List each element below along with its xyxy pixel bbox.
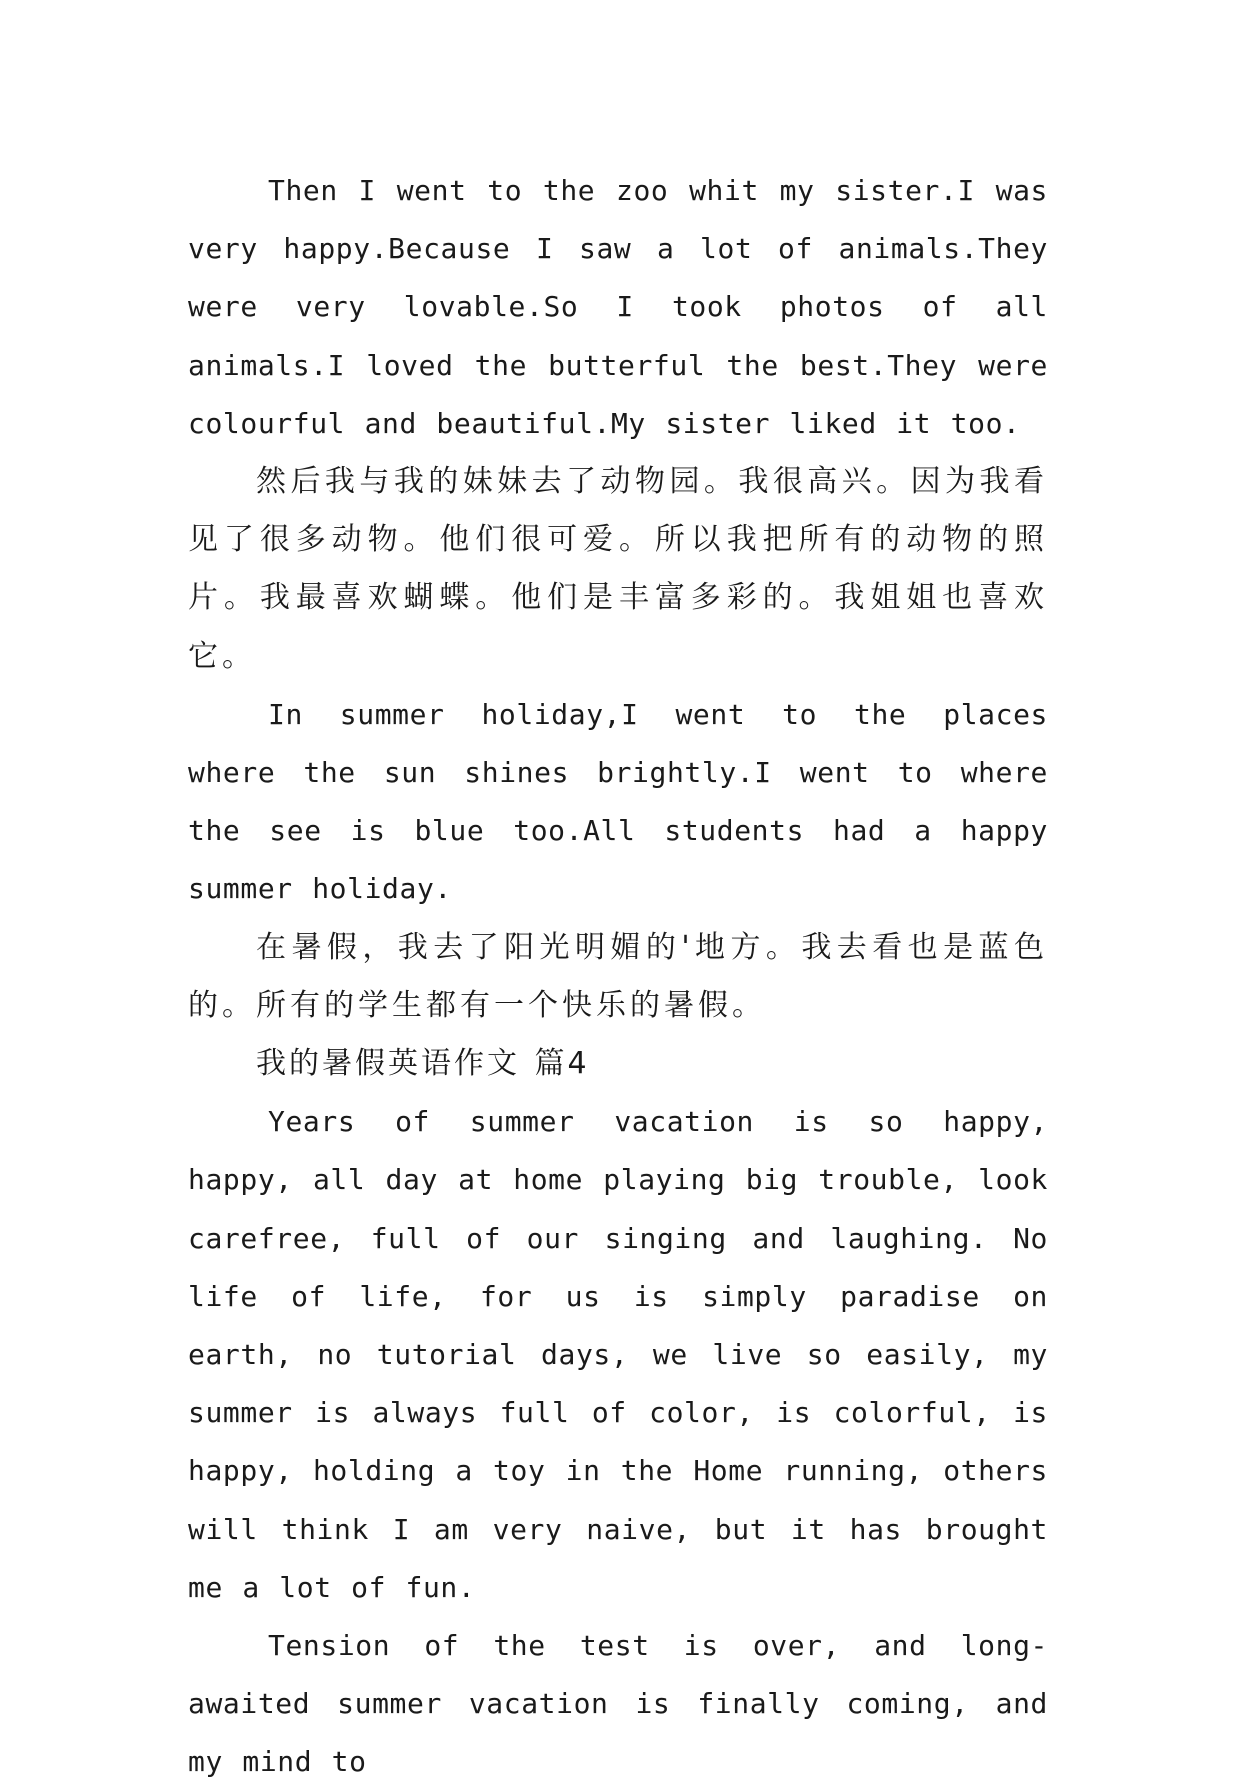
document-body — [188, 162, 1048, 1792]
paragraph-summer-vacation-english: Years of summer vacation is so happy, happy, all day at home playing big trouble, look carefree, full of our singing and laughing. No life of life, for us is simply paradise on earth, no tutorial days, we live so easily, my summer is always full of color, is colorful, is happy, holding a toy in the Home running, others will think I am very naive, but it has brought me a lot of fun. — [188, 1105, 1048, 1604]
paragraph-zoo-english: Then I went to the zoo whit my sister.I was very happy.Because I saw a lot of animals.They were very lovable.So I took photos of all animals.I loved the butterful the best.They were colourful and beautiful.My sister liked it too. — [188, 174, 1048, 440]
paragraph-zoo-chinese: 然后我与我的妹妹去了动物园。我很高兴。因为我看见了很多动物。他们很可爱。所以我把所有的动物的照片。我最喜欢蝴蝶。他们是丰富多彩的。我姐姐也喜欢它。 — [188, 464, 1048, 674]
section-heading: 我的暑假英语作文 篇4 — [256, 1046, 590, 1082]
paragraph-holiday-english: In summer holiday,I went to the places where the sun shines brightly.I went to where the see is blue too.All students had a happy summer holiday. — [188, 697, 1048, 906]
paragraph-holiday-chinese: 在暑假，我去了阳光明媚的'地方。我去看也是蓝色的。所有的学生都有一个快乐的暑假。 — [188, 929, 1048, 1023]
paragraph-tension-english: Tension of the test is over, and long-awaited summer vacation is finally coming, and my mind to — [188, 1629, 1048, 1779]
